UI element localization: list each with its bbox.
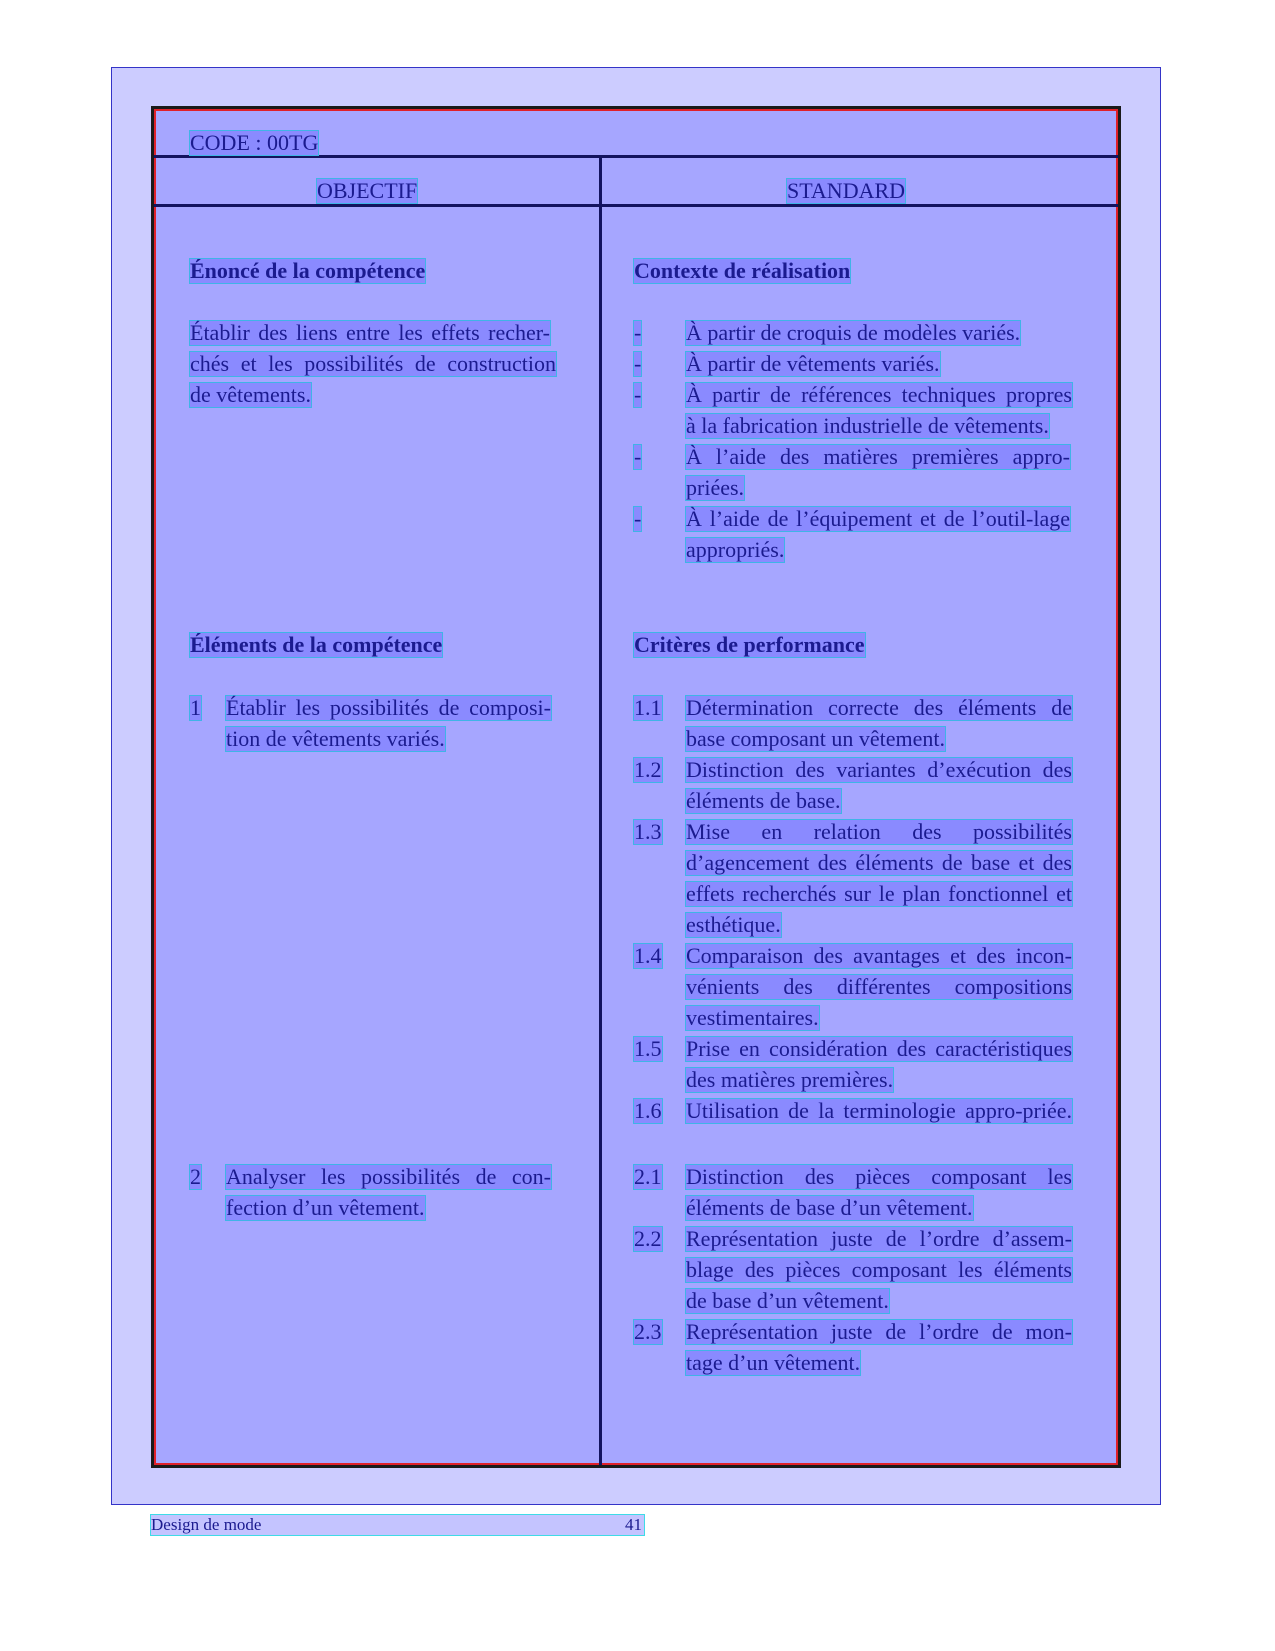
critere-line: Détermination correcte des éléments de: [686, 695, 1072, 720]
enonce-line: chés et les possibilités de construction: [190, 351, 556, 376]
enonce-line: Établir des liens entre les effets recher-: [190, 320, 550, 345]
element-number: 1: [190, 695, 201, 720]
list-bullet: -: [634, 382, 642, 407]
critere-line: blage des pièces composant les éléments: [686, 1257, 1072, 1282]
contexte-line: À l’aide des matières premières appro-: [686, 444, 1070, 469]
contexte-line: appropriés.: [686, 537, 785, 562]
enonce-line: de vêtements.: [190, 382, 311, 407]
critere-number: 1.2: [634, 757, 662, 782]
critere-line: esthétique.: [686, 912, 781, 937]
enonce-heading: Énoncé de la compétence: [190, 258, 426, 283]
critere-line: d’agencement des éléments de base et des: [686, 850, 1072, 875]
criteres-heading: Critères de performance: [634, 632, 865, 657]
critere-number: 2.2: [634, 1226, 662, 1251]
contexte-line: à la fabrication industrielle de vêtements.: [686, 413, 1049, 438]
critere-number: 1.6: [634, 1098, 662, 1123]
critere-line: des matières premières.: [686, 1067, 894, 1092]
critere-line: éléments de base d’un vêtement.: [686, 1195, 973, 1220]
critere-number: 1.1: [634, 695, 662, 720]
footer-program: Design de mode: [151, 1515, 262, 1534]
list-bullet: -: [634, 506, 642, 531]
contexte-line: À partir de croquis de modèles variés.: [686, 320, 1021, 345]
critere-number: 1.4: [634, 943, 662, 968]
contexte-line: priées.: [686, 475, 745, 500]
critere-line: Mise en relation des possibilités: [686, 819, 1072, 844]
critere-line: Représentation juste de l’ordre d’assem-: [686, 1226, 1072, 1251]
contexte-heading: Contexte de réalisation: [634, 258, 851, 283]
contexte-line: À l’aide de l’équipement et de l’outil-lage: [686, 506, 1070, 531]
critere-line: Représentation juste de l’ordre de mon-: [686, 1319, 1072, 1344]
list-bullet: -: [634, 320, 642, 345]
column-header-standard: STANDARD: [787, 178, 906, 203]
critere-line: Distinction des pièces composant les: [686, 1164, 1072, 1189]
code-label: CODE : 00TG: [190, 130, 319, 155]
critere-line: Comparaison des avantages et des incon-: [686, 943, 1072, 968]
critere-number: 2.3: [634, 1319, 662, 1344]
column-divider: [599, 157, 602, 1465]
element-line: fection d’un vêtement.: [226, 1195, 425, 1220]
list-bullet: -: [634, 351, 642, 376]
contexte-line: À partir de références techniques propres: [686, 382, 1072, 407]
column-header-divider: [154, 204, 1118, 207]
critere-line: Distinction des variantes d’exécution des: [686, 757, 1072, 782]
page-number: 41: [625, 1515, 642, 1534]
critere-line: tage d’un vêtement.: [686, 1350, 861, 1375]
element-line: tion de vêtements variés.: [226, 726, 445, 751]
elements-heading: Éléments de la compétence: [190, 632, 443, 657]
critere-number: 2.1: [634, 1164, 662, 1189]
critere-line: vestimentaires.: [686, 1005, 819, 1030]
element-line: Établir les possibilités de composi-: [226, 695, 551, 720]
critere-number: 1.3: [634, 819, 662, 844]
critere-line: Prise en considération des caractéristiques: [686, 1036, 1072, 1061]
critere-line: Utilisation de la terminologie appro-priée.: [686, 1098, 1072, 1123]
critere-line: éléments de base.: [686, 788, 841, 813]
list-bullet: -: [634, 444, 642, 469]
critere-number: 1.5: [634, 1036, 662, 1061]
contexte-line: À partir de vêtements variés.: [686, 351, 940, 376]
element-line: Analyser les possibilités de con-: [226, 1164, 551, 1189]
element-number: 2: [190, 1164, 201, 1189]
critere-line: de base d’un vêtement.: [686, 1288, 889, 1313]
header-divider: [154, 155, 1118, 158]
critere-line: base composant un vêtement.: [686, 726, 946, 751]
critere-line: effets recherchés sur le plan fonctionnel et: [686, 881, 1072, 906]
column-header-objectif: OBJECTIF: [317, 178, 418, 203]
page-footer: [151, 1515, 644, 1535]
critere-line: vénients des différentes compositions: [686, 974, 1072, 999]
